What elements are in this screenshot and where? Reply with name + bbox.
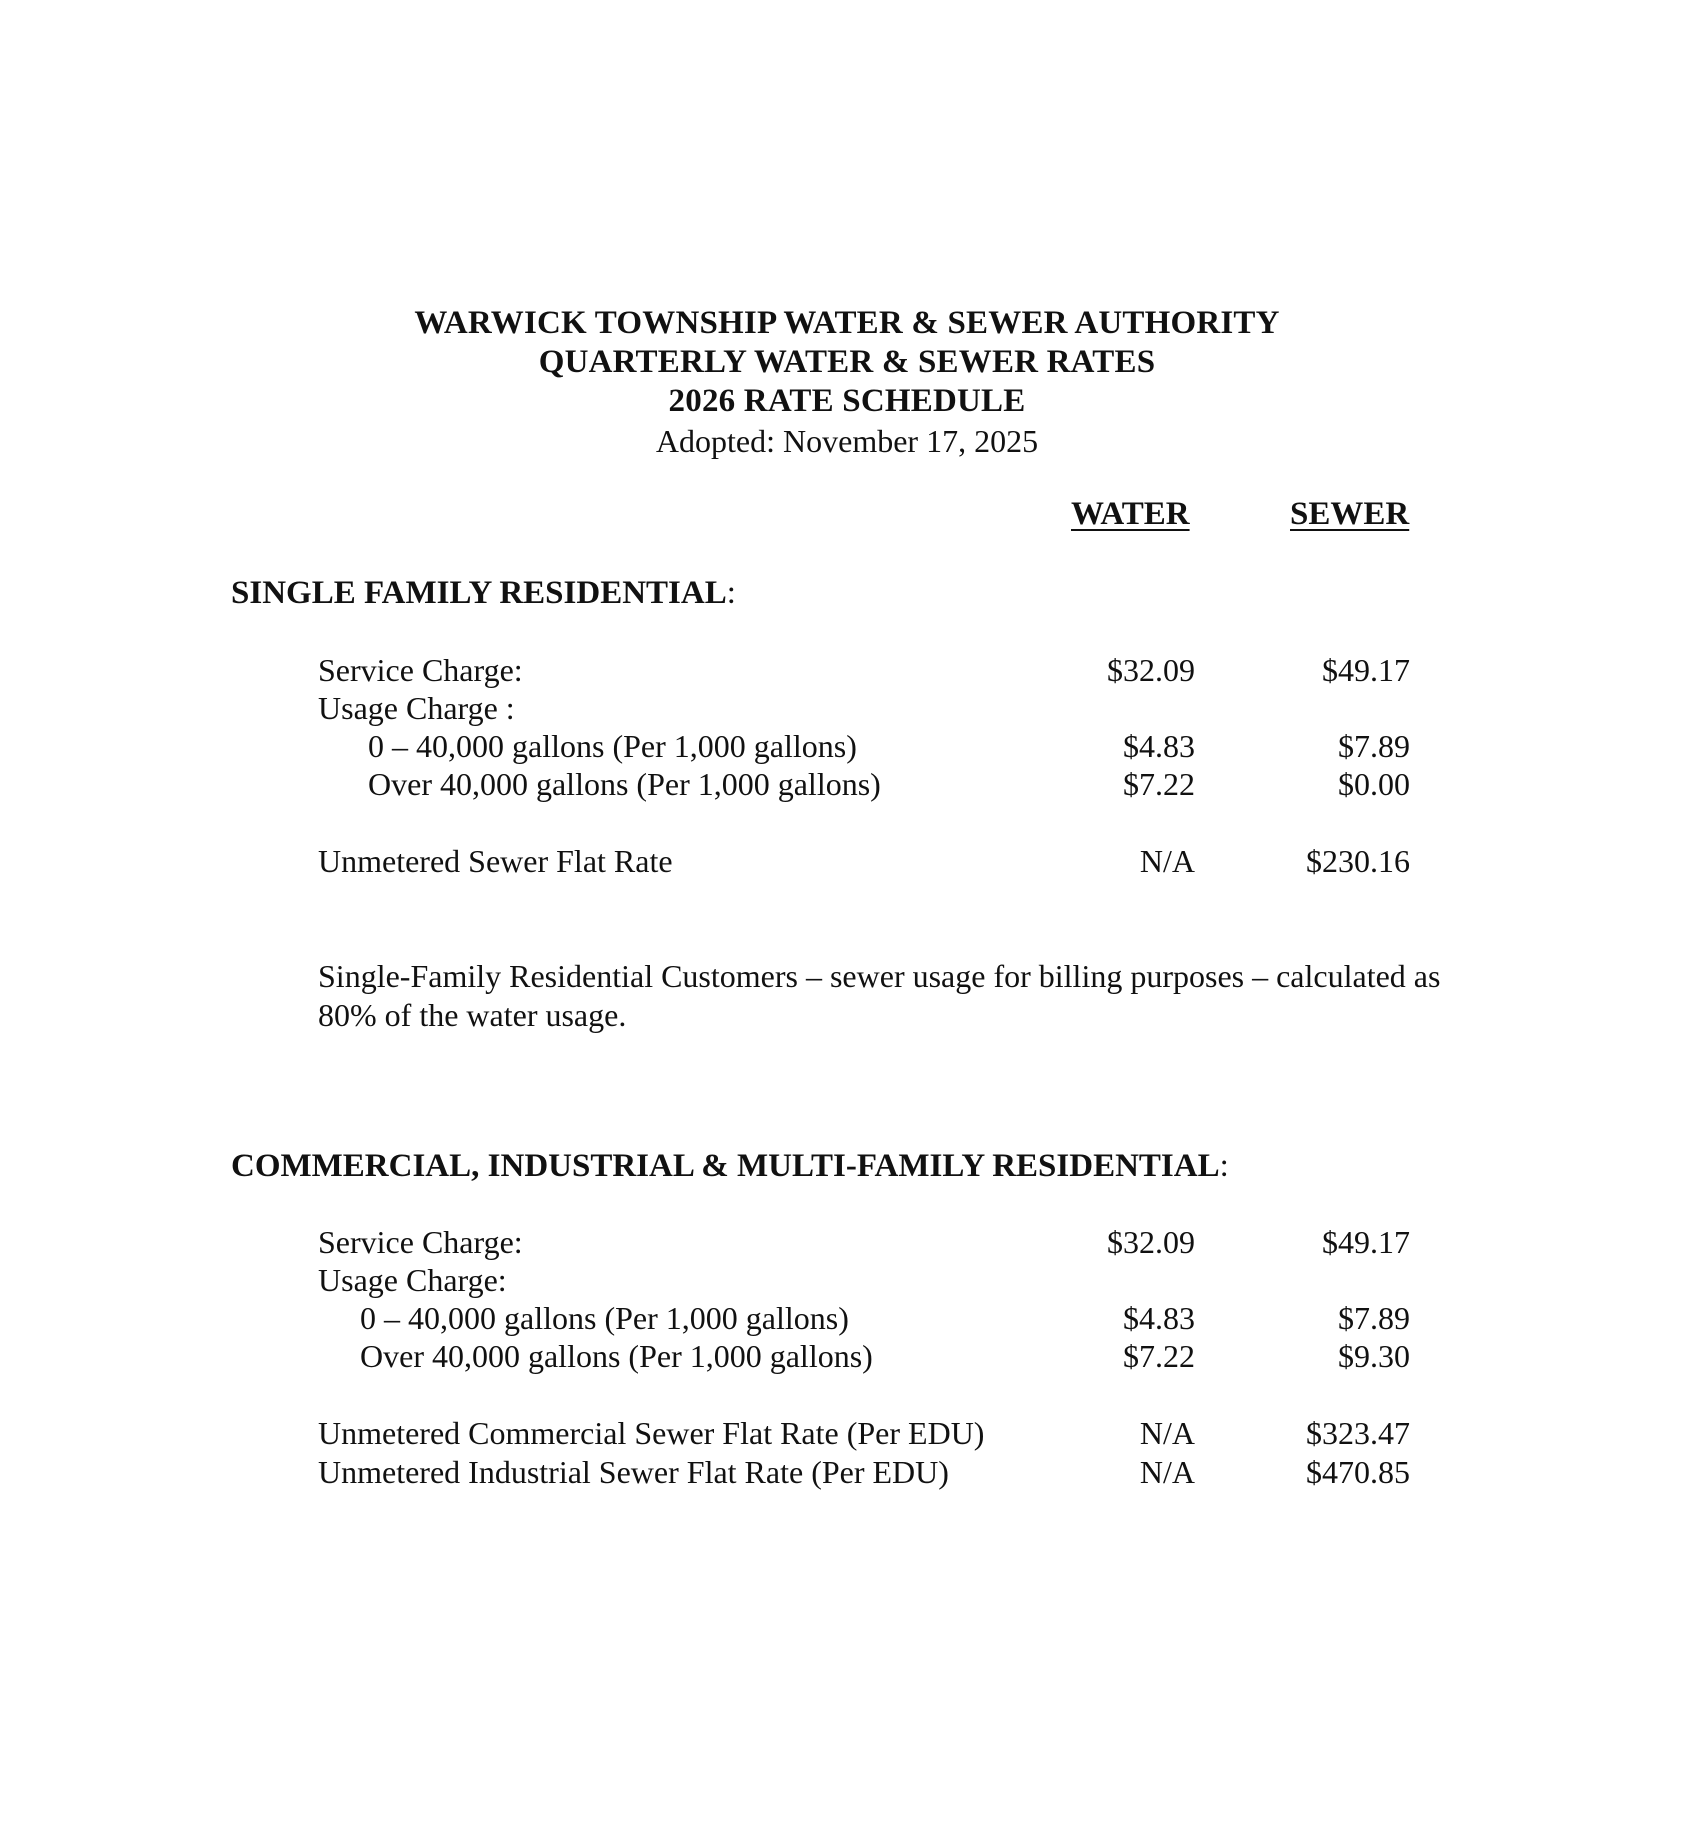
rate-label: Usage Charge: <box>318 1262 507 1298</box>
rate-row <box>0 1414 1694 1452</box>
water-rate: N/A <box>1139 1415 1195 1451</box>
water-rate: $32.09 <box>1107 1224 1195 1260</box>
document-header <box>0 304 1694 461</box>
authority-title: WARWICK TOWNSHIP WATER & SEWER AUTHORITY <box>414 305 1280 341</box>
rate-label: Service Charge: <box>318 652 523 688</box>
sewer-rate: $230.16 <box>1306 843 1410 879</box>
water-rate: $7.22 <box>1123 1338 1195 1374</box>
rate-row <box>0 1223 1694 1261</box>
water-rate: $7.22 <box>1123 766 1195 802</box>
sewer-rate: $0.00 <box>1338 766 1410 802</box>
single-family-note: Single-Family Residential Customers – sewer usage for billing purposes – calculated as 80% of the water usage. <box>318 958 1441 1033</box>
water-rate: N/A <box>1139 1454 1195 1490</box>
rate-row <box>0 689 1694 727</box>
adopted-date: Adopted: November 17, 2025 <box>655 423 1039 459</box>
water-rate: N/A <box>1139 843 1195 879</box>
water-rate: $32.09 <box>1107 652 1195 688</box>
rate-row <box>0 1337 1694 1375</box>
rate-row <box>0 1299 1694 1337</box>
sewer-rate: $7.89 <box>1338 1300 1410 1336</box>
rate-row <box>0 727 1694 765</box>
rate-label: Unmetered Industrial Sewer Flat Rate (Per EDU) <box>318 1454 949 1490</box>
rate-label: 0 – 40,000 gallons (Per 1,000 gallons) <box>360 1300 849 1336</box>
rate-label: Unmetered Commercial Sewer Flat Rate (Per EDU) <box>318 1415 985 1451</box>
schedule-title: 2026 RATE SCHEDULE <box>668 383 1026 419</box>
rate-row <box>0 651 1694 689</box>
water-rate: $4.83 <box>1123 1300 1195 1336</box>
rate-row <box>0 1261 1694 1299</box>
sewer-rate: $9.30 <box>1338 1338 1410 1374</box>
sewer-rate: $49.17 <box>1322 1224 1410 1260</box>
sewer-rate: $470.85 <box>1306 1454 1410 1490</box>
rates-title: QUARTERLY WATER & SEWER RATES <box>538 344 1156 380</box>
commercial-section-title: COMMERCIAL, INDUSTRIAL & MULTI-FAMILY RESIDENTIAL: <box>231 1148 1229 1184</box>
rate-label: Service Charge: <box>318 1224 523 1260</box>
sewer-column-header: SEWER <box>1290 496 1410 532</box>
single-family-section-title: SINGLE FAMILY RESIDENTIAL: <box>231 575 736 611</box>
rate-label: Usage Charge : <box>318 690 515 726</box>
water-column-header: WATER <box>1071 496 1190 532</box>
rate-row <box>0 765 1694 803</box>
rate-label: Over 40,000 gallons (Per 1,000 gallons) <box>368 766 881 802</box>
sewer-rate: $7.89 <box>1338 728 1410 764</box>
sewer-rate: $323.47 <box>1306 1415 1410 1451</box>
rate-label: 0 – 40,000 gallons (Per 1,000 gallons) <box>368 728 857 764</box>
water-rate: $4.83 <box>1123 728 1195 764</box>
rate-row <box>0 842 1694 880</box>
rate-label: Unmetered Sewer Flat Rate <box>318 843 673 879</box>
rate-row <box>0 1453 1694 1491</box>
rate-label: Over 40,000 gallons (Per 1,000 gallons) <box>360 1338 873 1374</box>
sewer-rate: $49.17 <box>1322 652 1410 688</box>
